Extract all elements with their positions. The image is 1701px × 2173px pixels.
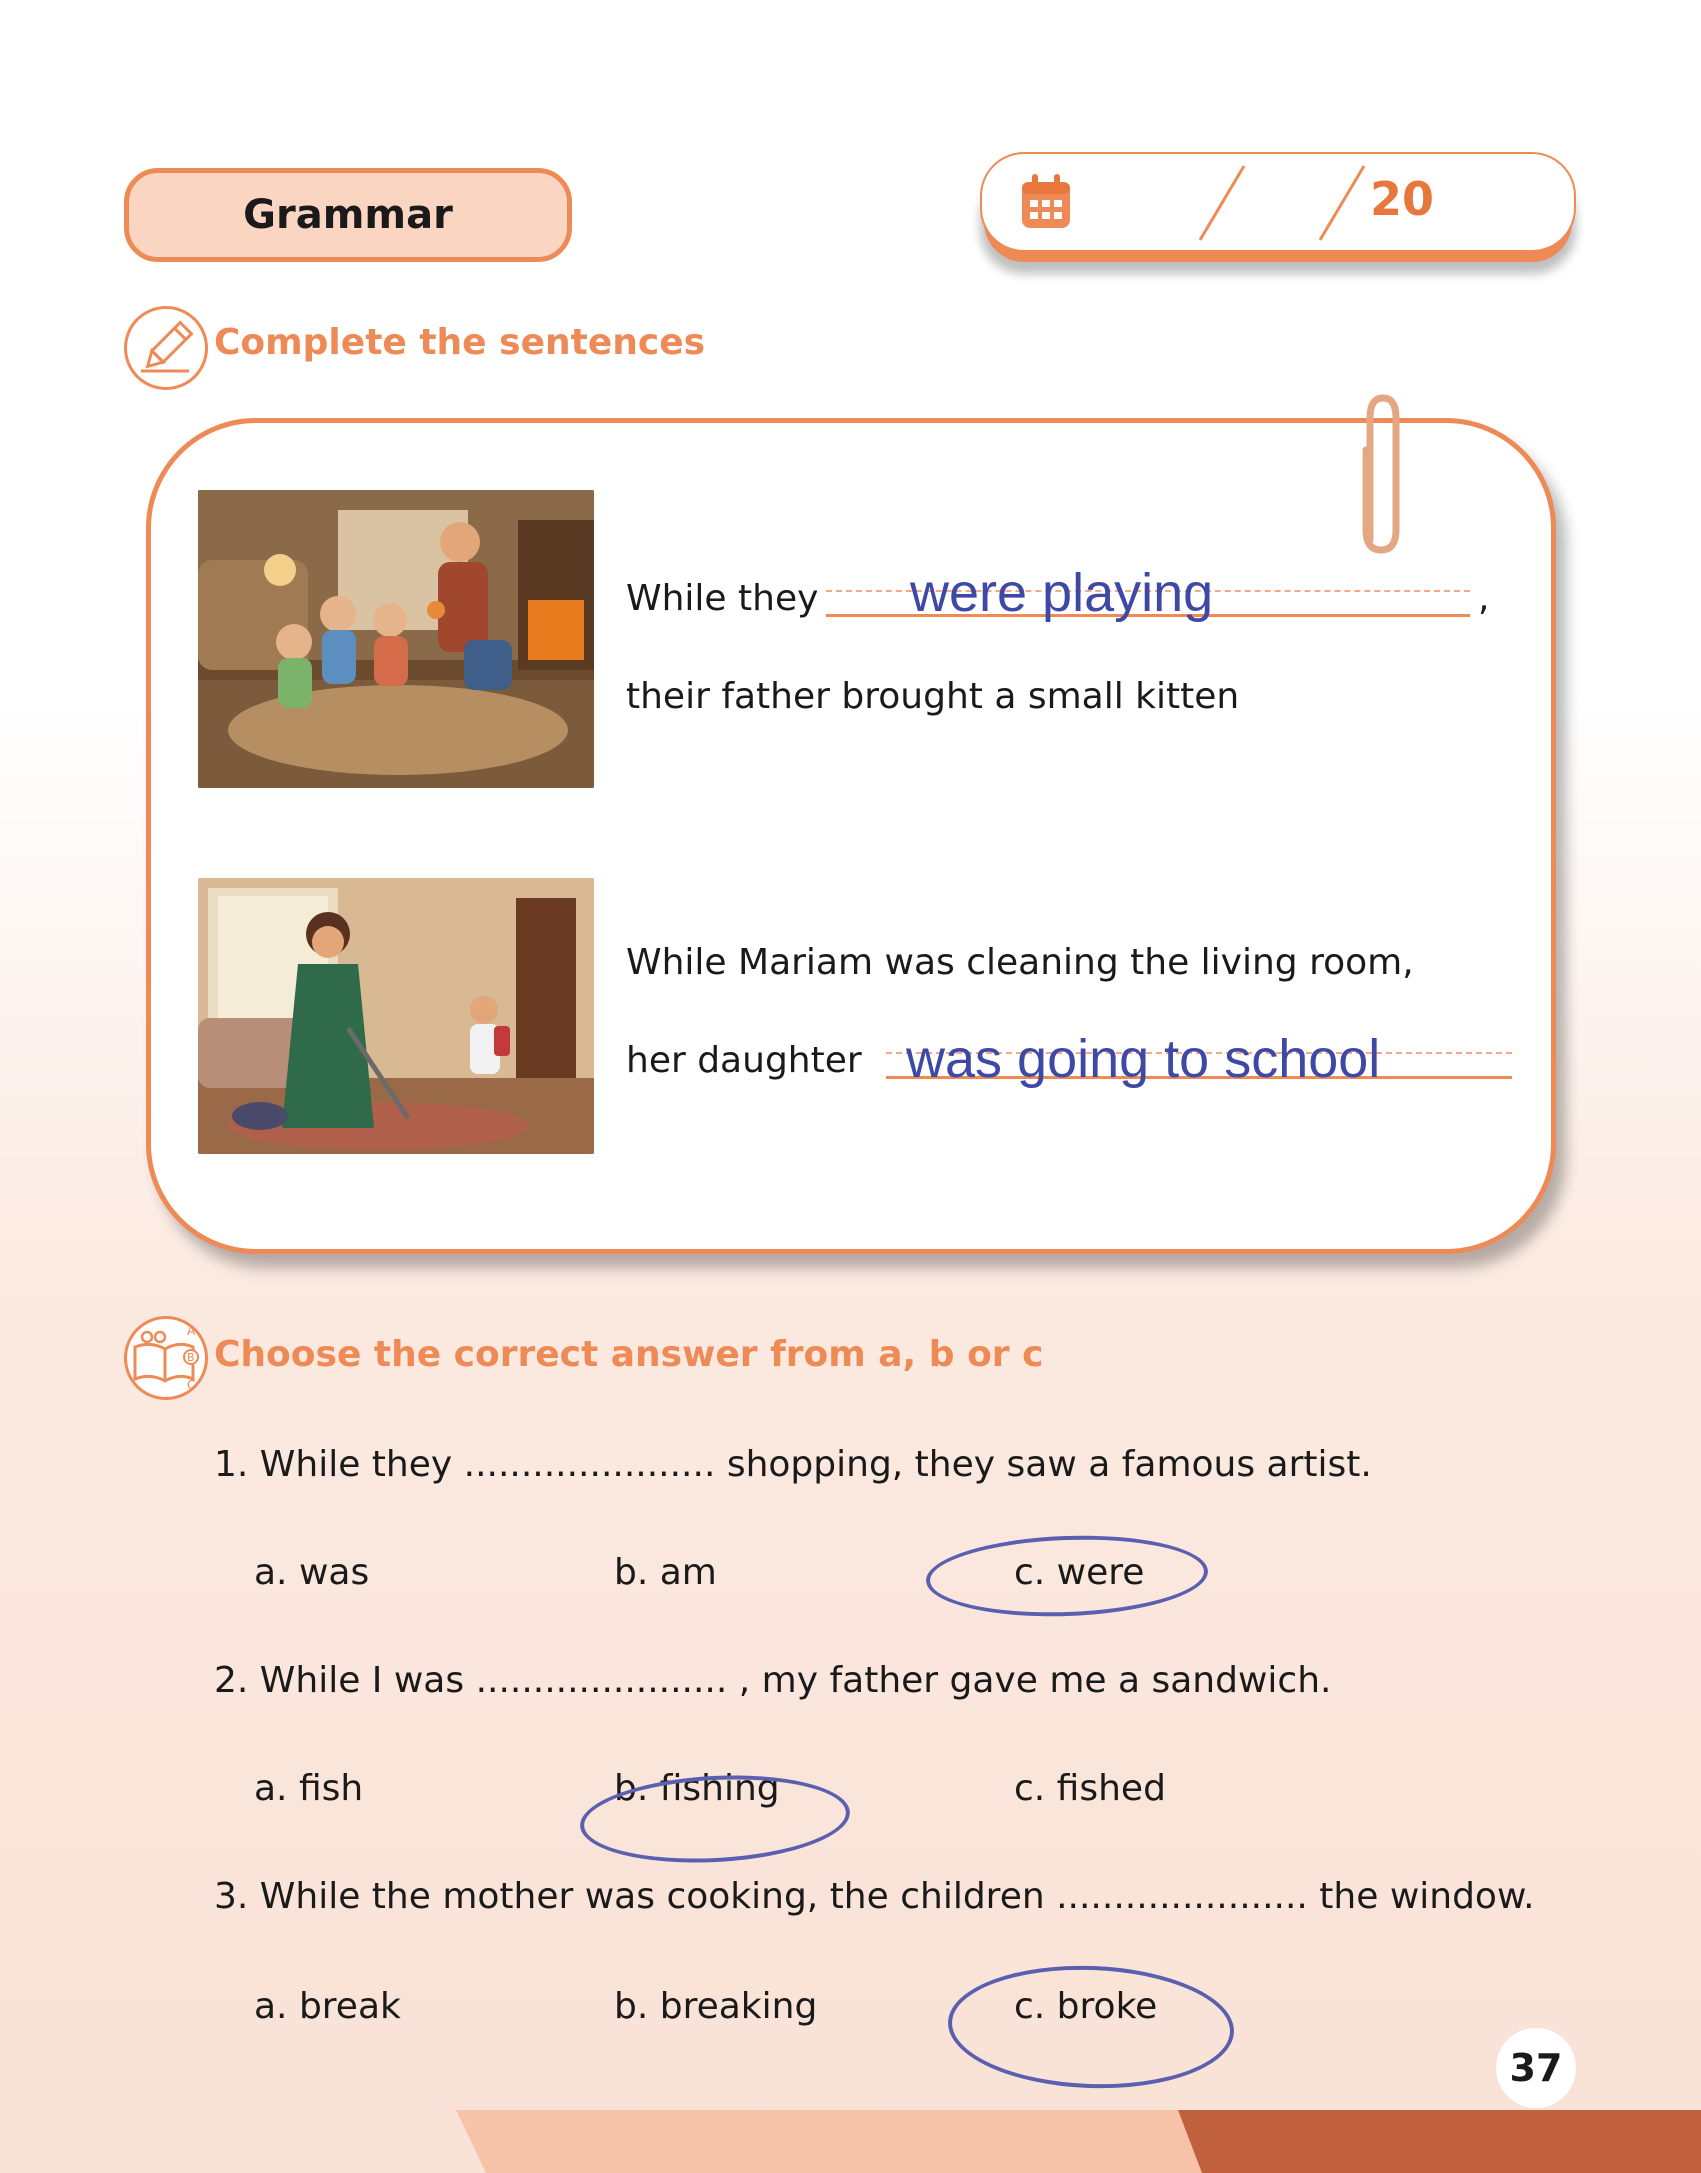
- question-2-text: 2. While I was ...................... , my father gave me a sandwich.: [214, 1660, 1332, 1701]
- section-title-complete: Complete the sentences: [214, 322, 706, 363]
- paperclip-icon: [1356, 390, 1406, 560]
- sentence1-handwritten-answer: were playing: [910, 563, 1214, 623]
- section-label-grammar: Grammar: [124, 168, 572, 262]
- pencil-icon: [124, 306, 208, 390]
- question-3-answer-circle: [946, 1961, 1236, 2093]
- sentence2-line1: While Mariam was cleaning the living room,: [626, 942, 1414, 983]
- question-1-text: 1. While they ...................... shopping, they saw a famous artist.: [214, 1444, 1372, 1485]
- svg-text:C: C: [187, 1378, 196, 1392]
- question-1-option-a[interactable]: a. was: [254, 1552, 370, 1593]
- date-slash-1: [1192, 164, 1252, 244]
- question-1-option-c[interactable]: c. were: [1014, 1552, 1145, 1593]
- date-slash-2: [1312, 164, 1372, 244]
- date-box: [980, 152, 1576, 252]
- sentence2-start: her daughter: [626, 1040, 862, 1081]
- svg-text:A: A: [187, 1324, 196, 1338]
- date-total: 20: [1370, 172, 1435, 226]
- section-title-choose: Choose the correct answer from a, b or c: [214, 1334, 1044, 1375]
- sentence1-line2: their father brought a small kitten: [626, 676, 1240, 717]
- sentence1-comma: ,: [1478, 578, 1490, 619]
- question-2-option-a[interactable]: a. fish: [254, 1768, 364, 1809]
- question-1-answer-circle: [925, 1531, 1210, 1621]
- svg-text:B: B: [187, 1351, 195, 1364]
- question-3-option-a[interactable]: a. break: [254, 1986, 401, 2027]
- question-3-option-b[interactable]: b. breaking: [614, 1986, 818, 2027]
- question-2-option-b[interactable]: b. fishing: [614, 1768, 780, 1809]
- footer-band: [0, 2110, 1701, 2173]
- question-1-option-b[interactable]: b. am: [614, 1552, 717, 1593]
- calendar-icon: [1020, 172, 1072, 236]
- sentence1-start: While they: [626, 578, 819, 619]
- question-3-text: 3. While the mother was cooking, the children ...................... the window.: [214, 1876, 1535, 1917]
- mother-cleaning-image: [198, 878, 594, 1154]
- family-playing-image: [198, 490, 594, 788]
- question-2-option-c[interactable]: c. fished: [1014, 1768, 1166, 1809]
- question-3-option-c[interactable]: c. broke: [1014, 1986, 1158, 2027]
- page-number: 37: [1496, 2028, 1576, 2108]
- book-abc-icon: [124, 1316, 208, 1400]
- sentence2-handwritten-answer: was going to school: [906, 1029, 1381, 1089]
